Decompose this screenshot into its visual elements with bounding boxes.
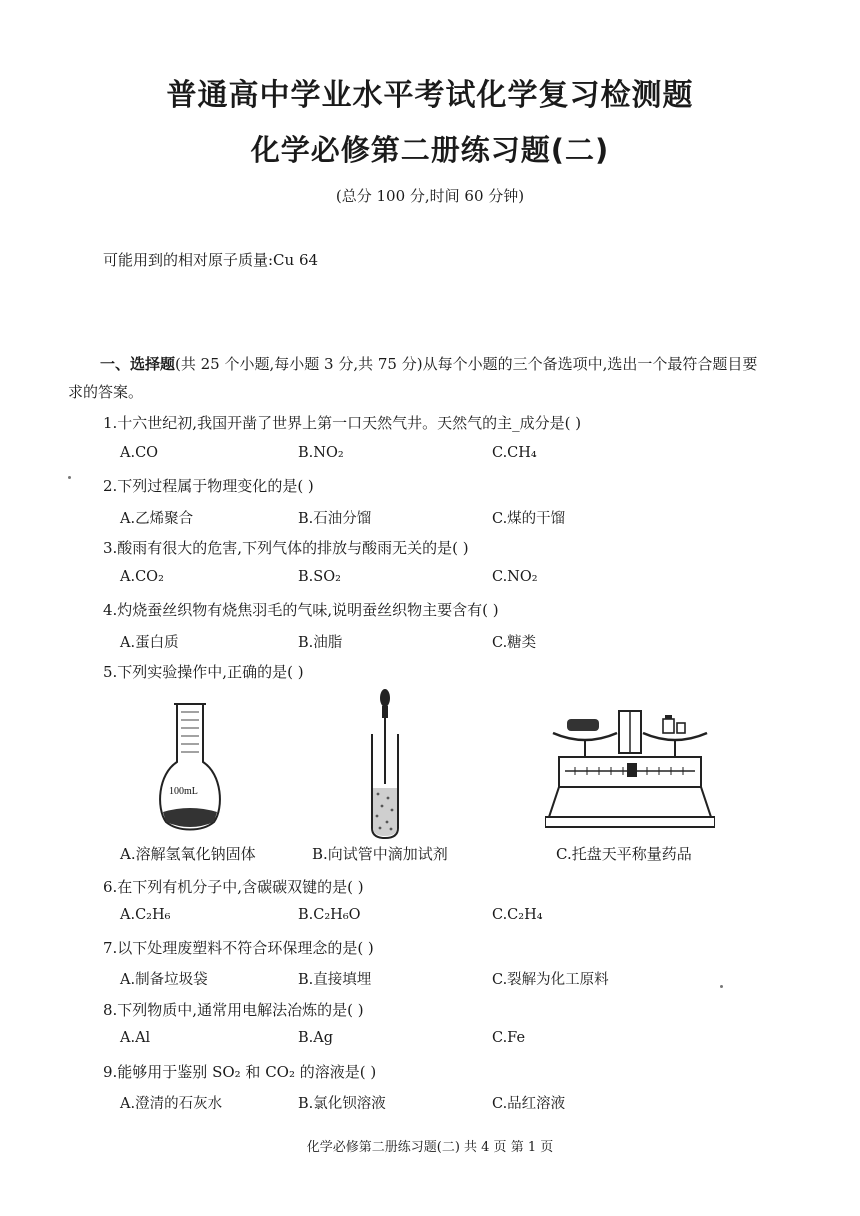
q6-option-a: A.C₂H₆ — [120, 907, 171, 923]
scan-speck — [720, 985, 723, 988]
q5-option-b: B.向试管中滴加试剂 — [312, 845, 448, 863]
exam-meta: (总分 100 分,时间 60 分钟) — [335, 187, 525, 205]
q9-option-b: B.氯化钡溶液 — [298, 1096, 386, 1112]
q6-option-b: B.C₂H₆O — [298, 907, 361, 923]
q8-option-b: B.Ag — [298, 1030, 334, 1046]
section-heading — [68, 350, 820, 406]
q2-option-c: C.煤的干馏 — [492, 511, 566, 527]
q2-option-a: A.乙烯聚合 — [120, 511, 194, 527]
q1-option-b: B.NO₂ — [298, 445, 344, 461]
q7-option-a: A.制备垃圾袋 — [120, 972, 208, 988]
flask-label: 100mL — [169, 786, 198, 797]
page-subtitle: 化学必修第二册练习题(二) — [250, 133, 610, 167]
q3-option-c: C.NO₂ — [492, 569, 538, 585]
test-tube-dropper-figure — [360, 688, 410, 840]
q1-option-a: A.CO — [120, 445, 159, 461]
q5-option-a: A.溶解氢氧化钠固体 — [120, 845, 256, 863]
q7-option-b: B.直接填埋 — [298, 972, 372, 988]
q4-option-c: C.糖类 — [492, 635, 537, 651]
q9-option-a: A.澄清的石灰水 — [120, 1096, 223, 1112]
page-footer: 化学必修第二册练习题(二) 共 4 页 第 1 页 — [306, 1140, 554, 1155]
q6-option-c: C.C₂H₄ — [492, 907, 543, 923]
q5-option-c: C.托盘天平称量药品 — [556, 845, 692, 863]
q4-option-b: B.油脂 — [298, 635, 343, 651]
question-9: 9.能够用于鉴别 SO₂ 和 CO₂ 的溶液是( ) — [103, 1063, 377, 1081]
section-heading-cont: 求的答案。 — [68, 383, 144, 401]
question-1: 1.十六世纪初,我国开凿了世界上第一口天然气井。天然气的主_成分是( ) — [103, 414, 582, 432]
question-4: 4.灼烧蚕丝织物有烧焦羽毛的气味,说明蚕丝织物主要含有( ) — [103, 601, 499, 619]
question-6: 6.在下列有机分子中,含碳碳双键的是( ) — [103, 878, 364, 896]
scan-speck — [68, 476, 71, 479]
section-heading-bold: 一、选择题 — [100, 355, 176, 373]
q8-option-a: A.Al — [120, 1030, 151, 1046]
volumetric-flask-figure — [150, 700, 230, 835]
question-8: 8.下列物质中,通常用电解法冶炼的是( ) — [103, 1001, 364, 1019]
q9-option-c: C.品红溶液 — [492, 1096, 566, 1112]
question-2: 2.下列过程属于物理变化的是( ) — [103, 477, 314, 495]
q7-option-c: C.裂解为化工原料 — [492, 972, 609, 988]
question-5: 5.下列实验操作中,正确的是( ) — [103, 663, 304, 681]
question-3: 3.酸雨有很大的危害,下列气体的排放与酸雨无关的是( ) — [103, 539, 469, 557]
q4-option-a: A.蛋白质 — [120, 635, 179, 651]
q3-option-a: A.CO₂ — [120, 569, 164, 585]
q8-option-c: C.Fe — [492, 1030, 526, 1046]
question-7: 7.以下处理废塑料不符合环保理念的是( ) — [103, 939, 374, 957]
balance-figure — [545, 705, 715, 830]
q2-option-b: B.石油分馏 — [298, 511, 372, 527]
page-title: 普通高中学业水平考试化学复习检测题 — [166, 78, 694, 113]
atomic-mass-note: 可能用到的相对原子质量:Cu 64 — [103, 251, 319, 269]
q1-option-c: C.CH₄ — [492, 445, 537, 461]
q3-option-b: B.SO₂ — [298, 569, 341, 585]
section-heading-rest: (共 25 个小题,每小题 3 分,共 75 分)从每个小题的三个备选项中,选出一个最符合题目要 — [175, 355, 758, 373]
